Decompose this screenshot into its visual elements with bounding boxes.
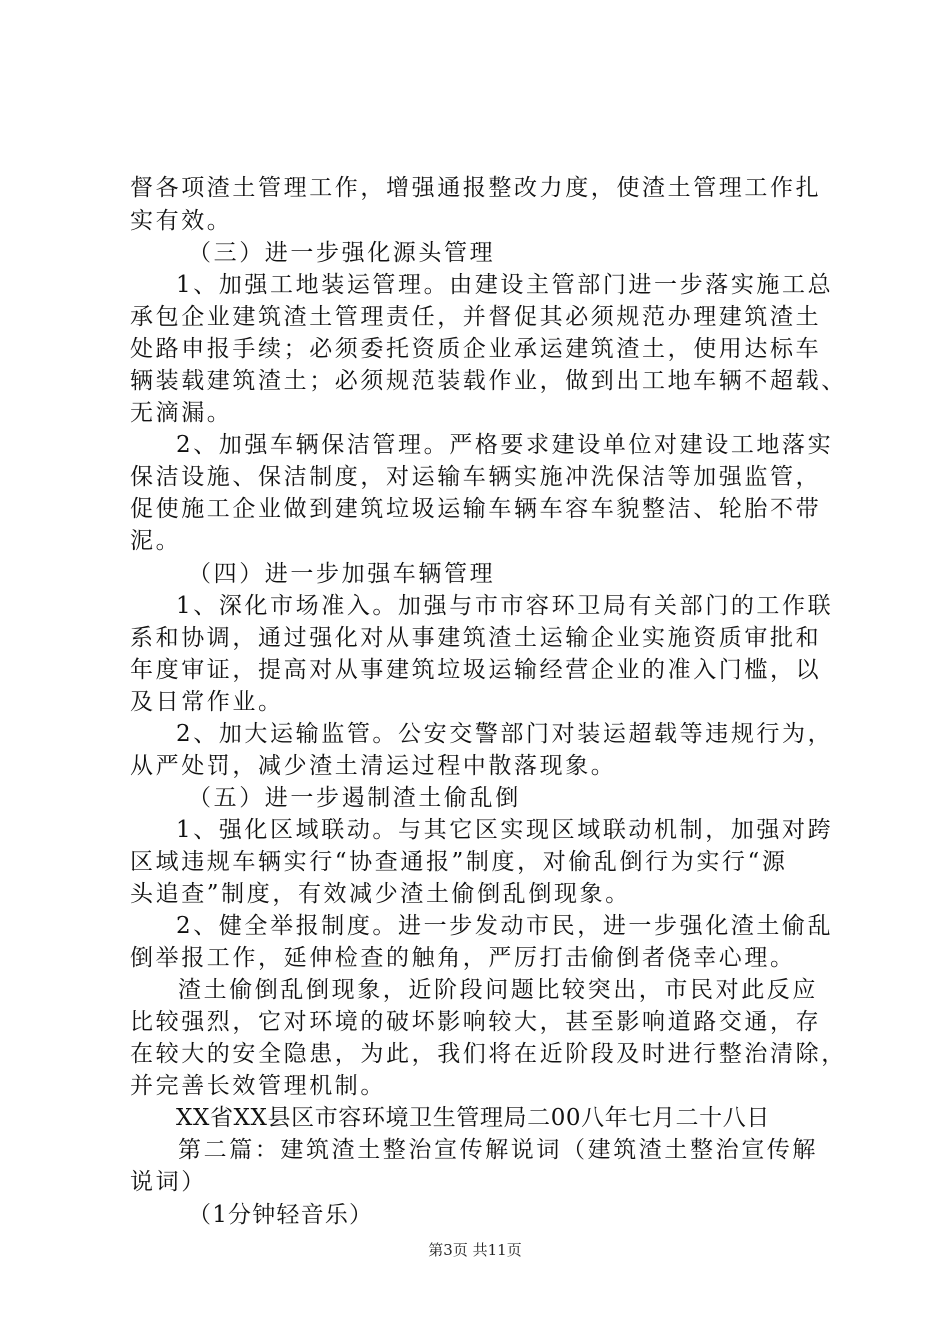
section-heading-5: （五）进一步遏制渣土偷乱倒 (188, 785, 521, 811)
section-heading-4: （四）进一步加强车辆管理 (188, 561, 496, 587)
signature-line: XX省XX县区市容环境卫生管理局二00八年七月二十八日 (176, 1105, 770, 1131)
text-line: 促使施工企业做到建筑垃圾运输车辆车容车貌整洁、轮胎不带 (130, 496, 822, 522)
text-line: 说词） (130, 1169, 207, 1195)
text-line: 承包企业建筑渣土管理责任，并督促其必须规范办理建筑渣土 (130, 304, 822, 330)
page-number: 第3页 共11页 (428, 1241, 522, 1259)
text-line: 比较强烈，它对环境的破坏影响较大，甚至影响道路交通，存 (130, 1009, 822, 1035)
text-line: 2、加强车辆保洁管理。严格要求建设单位对建设工地落实 (176, 432, 834, 458)
text-line: 年度审证，提高对从事建筑垃圾运输经营企业的准入门槛，以 (130, 657, 822, 683)
text-line: 1、加强工地装运管理。由建设主管部门进一步落实施工总 (176, 272, 834, 298)
text-line: 1、深化市场准入。加强与市市容环卫局有关部门的工作联 (176, 593, 834, 619)
text-line: 从严处罚，减少渣土清运过程中散落现象。 (130, 753, 617, 779)
text-line: 辆装载建筑渣土；必须规范装载作业，做到出工地车辆不超载、 (130, 368, 847, 394)
text-line: 2、健全举报制度。进一步发动市民，进一步强化渣土偷乱 (176, 913, 834, 939)
text-line: 督各项渣土管理工作，增强通报整改力度，使渣土管理工作扎 (130, 175, 822, 201)
text-line: 1、强化区域联动。与其它区实现区域联动机制，加强对跨 (176, 817, 834, 843)
text-line: 及日常作业。 (130, 689, 284, 715)
text-line: 渣土偷倒乱倒现象，近阶段问题比较突出，市民对此反应 (178, 977, 818, 1003)
chapter-heading: 第二篇：建筑渣土整治宣传解说词（建筑渣土整治宣传解 (178, 1137, 818, 1163)
text-line: （1分钟轻音乐） (188, 1202, 374, 1228)
text-line: 2、加大运输监管。公安交警部门对装运超载等违规行为， (176, 721, 834, 747)
text-line: 头追查”制度，有效减少渣土偷倒乱倒现象。 (130, 881, 631, 907)
text-line: 倒举报工作，延伸检查的触角，严厉打击偷倒者侥幸心理。 (130, 945, 796, 971)
text-line: 系和协调，通过强化对从事建筑渣土运输企业实施资质审批和 (130, 625, 822, 651)
text-line: 并完善长效管理机制。 (130, 1073, 386, 1099)
text-line: 实有效。 (130, 208, 233, 234)
text-line: 泥。 (130, 528, 182, 554)
section-heading-3: （三）进一步强化源头管理 (188, 240, 496, 266)
text-line: 在较大的安全隐患，为此，我们将在近阶段及时进行整治清除， (130, 1041, 847, 1067)
text-line: 无滴漏。 (130, 400, 233, 426)
text-line: 区域违规车辆实行“协查通报”制度，对偷乱倒行为实行“源 (130, 849, 788, 875)
text-line: 处路申报手续；必须委托资质企业承运建筑渣土，使用达标车 (130, 336, 822, 362)
text-line: 保洁设施、保洁制度，对运输车辆实施冲洗保洁等加强监管， (130, 464, 822, 490)
